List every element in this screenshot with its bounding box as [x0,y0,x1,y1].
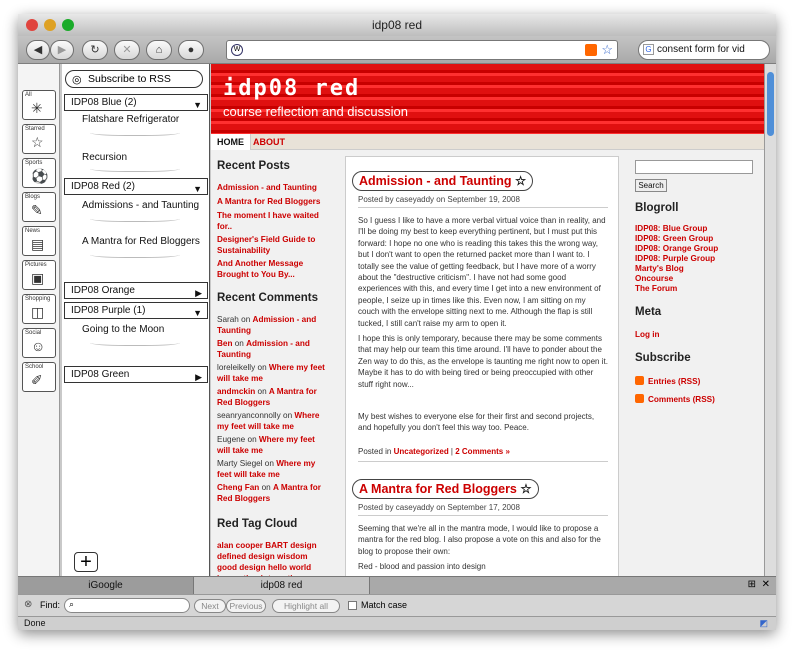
feed-item[interactable]: Recursion [82,152,128,163]
chevron-down-icon: ▼ [193,100,202,110]
tag-cloud[interactable]: alan cooper BART design defined design wisdom good design hello world [217,541,317,572]
recent-post-link[interactable]: Designer's Field Guide to Sustainability [217,235,316,255]
star-outline-icon: ☆ [31,134,44,150]
tab-igoogle[interactable]: iGoogle [18,577,194,595]
chevron-right-icon: ▶ [195,288,202,298]
search-field[interactable] [638,40,770,60]
status-text: Done [24,618,46,628]
feed-item[interactable]: Flatshare Refrigerator [82,114,180,125]
nav-home[interactable]: HOME [211,134,251,150]
blog-search-button[interactable]: Search [635,179,667,192]
find-previous-button[interactable]: Previous [226,599,266,613]
close-window-button[interactable] [26,19,38,31]
post-title[interactable]: Admission - and Taunting ☆ [352,171,533,191]
recent-comment: Sarah on Admission - and Taunting [217,315,317,335]
main-content [345,156,619,586]
chevron-down-icon: ▼ [193,308,202,318]
stop-button[interactable] [114,40,140,60]
group-idp08-blue[interactable]: IDP08 Blue (2) ▼ [64,94,208,111]
nav-about[interactable]: ABOUT [253,137,285,147]
browser-window [18,14,776,630]
category-starred[interactable]: Starred ☆ [22,124,56,154]
highlight-all-button[interactable]: Highlight all [272,599,340,613]
add-feed-button[interactable]: + [74,552,98,572]
home-icon: ⌂ [155,44,163,56]
search-field-value: consent form for vid [657,44,745,55]
tab-idp08-red[interactable]: idp08 red [194,577,370,595]
feed-item[interactable]: A Mantra for Red Bloggers [82,236,200,247]
window-title: idp08 red [371,18,423,32]
feed-icon [635,394,644,403]
group-idp08-orange[interactable]: IDP08 Orange ▶ [64,282,208,299]
group-idp08-green[interactable]: IDP08 Green ▶ [64,366,208,383]
post-paragraph: My best wishes to everyone else for their first and second projects, and hopefully you don't feel this way too. Peace. [358,412,595,433]
blogroll-link[interactable]: IDP08: Orange Group [635,244,719,253]
blog-subtitle: course reflection and discussion [223,104,408,119]
reload-button[interactable] [82,40,108,60]
star-icon[interactable]: ☆ [601,42,613,57]
ball-icon: ⚽ [31,168,49,184]
blog-title[interactable]: idp08 red [223,76,361,101]
blog-nav [211,134,764,150]
recent-comment: Marty Siegel on Where my feet will take me [217,459,316,479]
recent-comment: Cheng Fan on A Mantra for Red Bloggers [217,483,321,503]
category-news[interactable]: News ▤ [22,226,56,256]
chevron-right-icon: ▶ [195,372,202,382]
divider [358,207,608,208]
google-engine-icon: G [643,44,654,55]
post-meta: Posted by caseyaddy on September 17, 2008 [358,503,520,512]
blogroll-link[interactable]: IDP08: Green Group [635,234,714,243]
subscribe-rss-button[interactable]: ◎ Subscribe to RSS [65,70,203,88]
blogroll-heading: Blogroll [635,202,679,214]
site-favicon-icon: W [231,44,243,56]
newspaper-icon: ▤ [31,236,45,252]
cart-icon[interactable]: ⊞ [747,579,756,590]
feed-icon[interactable] [585,44,597,56]
recent-comment: loreleikelly on Where my feet will take me [217,363,325,383]
post-paragraph: Seeming that we're all in the mantra mode, I would like to propose a mantra for the red blog. I also propose a vote on this and also for the blog to propose their own: [358,524,601,556]
post-paragraph: So I guess I like to have a more verbal virtual voice than in reality, and I'll be doing my best to keep everything pertinent, but I must put this forward: I hope no one who is reading this takes this the wrong way, but I don't want to open the returned packet more than I want to. I totally see the value of getting feedback, but I have more of a worry about the "destructive criticism". I have not had some good experiences with this, and every time I get into a new environment of people, I seize up in times like this. Even now, I am sitting on my couch with the envelope sitting next to me. Although the flap is still tucked, I still can't raise my arm to open it. [358,216,606,328]
bookmark-icon: ● [187,44,195,56]
stop-icon: ✕ [122,44,132,56]
category-all[interactable]: All ✳ [22,90,56,120]
item-preview-line [90,128,180,136]
status-bar [18,616,776,630]
category-sports[interactable]: Sports ⚽ [22,158,56,188]
post-footer: Posted in Uncategorized | 2 Comments » [358,447,510,456]
title-bar [18,14,776,36]
category-school[interactable]: School ✐ [22,362,56,392]
recent-comments-heading: Recent Comments [217,292,318,304]
scrollbar-thumb[interactable] [767,72,774,136]
close-tab-icon[interactable]: ✕ [761,579,770,590]
group-idp08-purple[interactable]: IDP08 Purple (1) ▼ [64,302,208,319]
post-paragraph: Red - blood and passion into design [358,562,486,571]
back-arrow-icon: ◀ [33,44,43,56]
navigation-toolbar [18,36,776,64]
entries-rss-link[interactable]: Entries (RSS) [635,376,700,387]
meta-heading: Meta [635,306,662,318]
zoom-window-button[interactable] [62,19,74,31]
blogroll-link[interactable]: IDP08: Blue Group [635,224,708,233]
feed-list [62,64,210,576]
people-icon: ☺ [31,338,46,354]
feed-item[interactable]: Going to the Moon [82,324,165,335]
picture-icon: ▣ [31,270,45,286]
feed-item[interactable]: Admissions - and Taunting [82,200,200,211]
recent-comment: andmckin on A Mantra for Red Bloggers [217,387,317,407]
category-blogs[interactable]: Blogs ✎ [22,192,56,222]
post-paragraph: I hope this is only temporary, because there may be some comments that may help our team this time around. I'll have to ponder about the Zen way to do this, as the envelope is taunting me right now to open it. Maybe it has to do with being tired or being preoccupied with other stuff right now... [358,334,608,389]
star-outline-icon: ☆ [520,482,532,496]
item-preview-line [90,250,180,258]
forward-button[interactable] [50,40,74,60]
forward-arrow-icon: ▶ [57,44,67,56]
search-icon: ⌕ [69,599,75,609]
recent-post-link[interactable]: A Mantra for Red Bloggers [217,197,321,206]
item-preview-line [90,164,180,172]
url-bar[interactable] [226,40,618,60]
home-button[interactable] [146,40,172,60]
match-case-checkbox[interactable] [348,601,357,610]
reload-icon: ↻ [90,44,100,56]
category-social[interactable]: Social ☺ [22,328,56,358]
item-preview-line [90,338,180,346]
blog-search-input[interactable] [635,160,753,174]
recent-post-link[interactable]: Admission - and Taunting [217,183,317,192]
recent-posts-heading: Recent Posts [217,160,290,172]
asterisk-icon: ✳ [31,100,43,116]
school-icon: ✐ [31,372,43,388]
login-link[interactable]: Log in [635,330,660,339]
shopping-bag-icon: ◫ [31,304,45,320]
recent-comment: Eugene on Where my feet will take me [217,435,315,455]
minimize-window-button[interactable] [44,19,56,31]
group-idp08-red[interactable]: IDP08 Red (2) ▼ [64,178,208,195]
divider [358,515,608,516]
tag-cloud-heading: Red Tag Cloud [217,518,298,530]
chevron-down-icon: ▼ [193,184,202,194]
find-next-button[interactable]: Next [194,599,226,613]
find-bar [18,594,776,616]
category-shopping[interactable]: Shopping ◫ [22,294,56,324]
recent-post-link[interactable]: The moment I have waited for.. [217,211,319,231]
post-title[interactable]: A Mantra for Red Bloggers ☆ [352,479,539,499]
blog-header [211,64,764,134]
blogroll-link[interactable]: IDP08: Purple Group [635,254,716,263]
find-input[interactable] [64,598,190,613]
back-button[interactable] [26,40,50,60]
recent-comment: seanryanconnolly on Where my feet will take me [217,411,320,431]
blogroll-link[interactable]: Oncourse [635,274,674,283]
star-outline-icon: ☆ [515,174,527,188]
tab-bar [18,576,776,594]
category-pictures[interactable]: Pictures ▣ [22,260,56,290]
pencil-icon: ✎ [31,202,43,218]
comments-rss-link[interactable]: Comments (RSS) [635,394,715,405]
feed-icon [635,376,644,385]
match-case-label: Match case [361,600,408,610]
divider [358,461,608,462]
recent-comment: Ben on Admission - and Taunting [217,339,310,359]
subscribe-heading: Subscribe [635,352,691,364]
rss-icon: ◎ [72,74,82,86]
status-icon: ◩ [759,618,768,628]
recent-post-link[interactable]: And Another Message Brought to You By... [217,259,304,279]
bookmark-button[interactable] [178,40,204,60]
category-icon-column [18,64,60,576]
post-meta: Posted by caseyaddy on September 19, 2008 [358,195,520,204]
item-preview-line [90,214,180,222]
page-scrollbar[interactable] [764,64,776,576]
find-label: Find: [40,600,61,610]
web-page [211,64,764,576]
close-find-icon[interactable]: ⊗ [24,599,33,610]
blogroll-link[interactable]: Marty's Blog [635,264,684,273]
blogroll-link[interactable]: The Forum [635,284,678,293]
